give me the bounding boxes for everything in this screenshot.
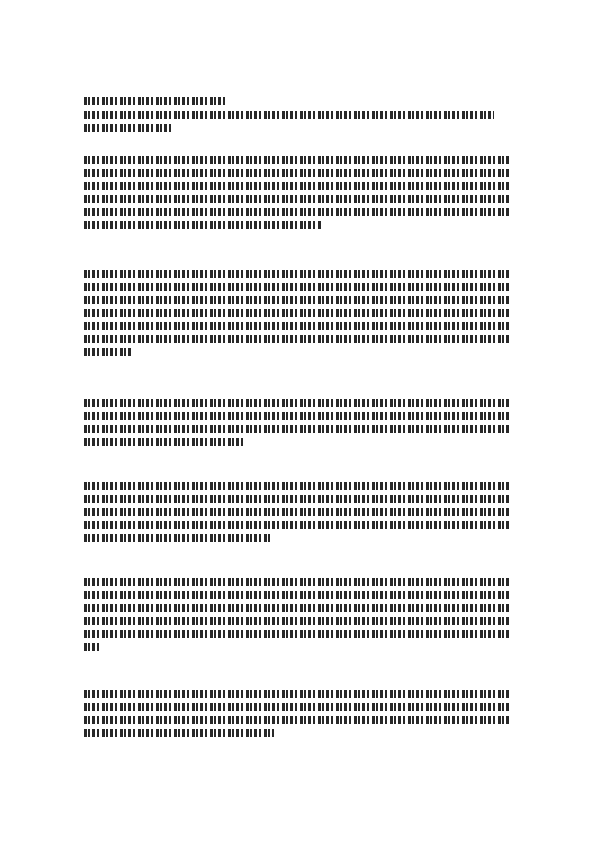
paragraph-line (84, 438, 511, 446)
paragraph-line (84, 716, 511, 724)
paragraph-line (84, 208, 511, 216)
paragraph-3 (84, 399, 511, 451)
header-title-line (84, 97, 511, 105)
paragraph-line (84, 643, 511, 651)
paragraph-line (84, 296, 511, 304)
header-subtitle-line (84, 111, 511, 119)
paragraph-line (84, 482, 511, 490)
paragraph-line (84, 729, 511, 737)
paragraph-line (84, 604, 511, 612)
paragraph-line (84, 348, 511, 356)
paragraph-line (84, 283, 511, 291)
paragraph-2 (84, 270, 511, 361)
paragraph-line (84, 270, 511, 278)
document-header (84, 97, 511, 137)
paragraph-line (84, 309, 511, 317)
paragraph-line (84, 169, 511, 177)
paragraph-line (84, 690, 511, 698)
paragraph-line (84, 521, 511, 529)
paragraph-4 (84, 482, 511, 547)
paragraph-line (84, 534, 511, 542)
paragraph-line (84, 630, 511, 638)
paragraph-line (84, 703, 511, 711)
paragraph-line (84, 591, 511, 599)
paragraph-5 (84, 578, 511, 656)
paragraph-line (84, 399, 511, 407)
paragraph-1 (84, 156, 511, 234)
header-subtitle-line-2 (84, 124, 511, 132)
paragraph-line (84, 578, 511, 586)
paragraph-line (84, 508, 511, 516)
paragraph-line (84, 195, 511, 203)
paragraph-6 (84, 690, 511, 742)
paragraph-line (84, 425, 511, 433)
paragraph-line (84, 221, 511, 229)
paragraph-line (84, 322, 511, 330)
paragraph-line (84, 495, 511, 503)
paragraph-line (84, 412, 511, 420)
paragraph-line (84, 335, 511, 343)
paragraph-line (84, 617, 511, 625)
paragraph-line (84, 156, 511, 164)
paragraph-line (84, 182, 511, 190)
